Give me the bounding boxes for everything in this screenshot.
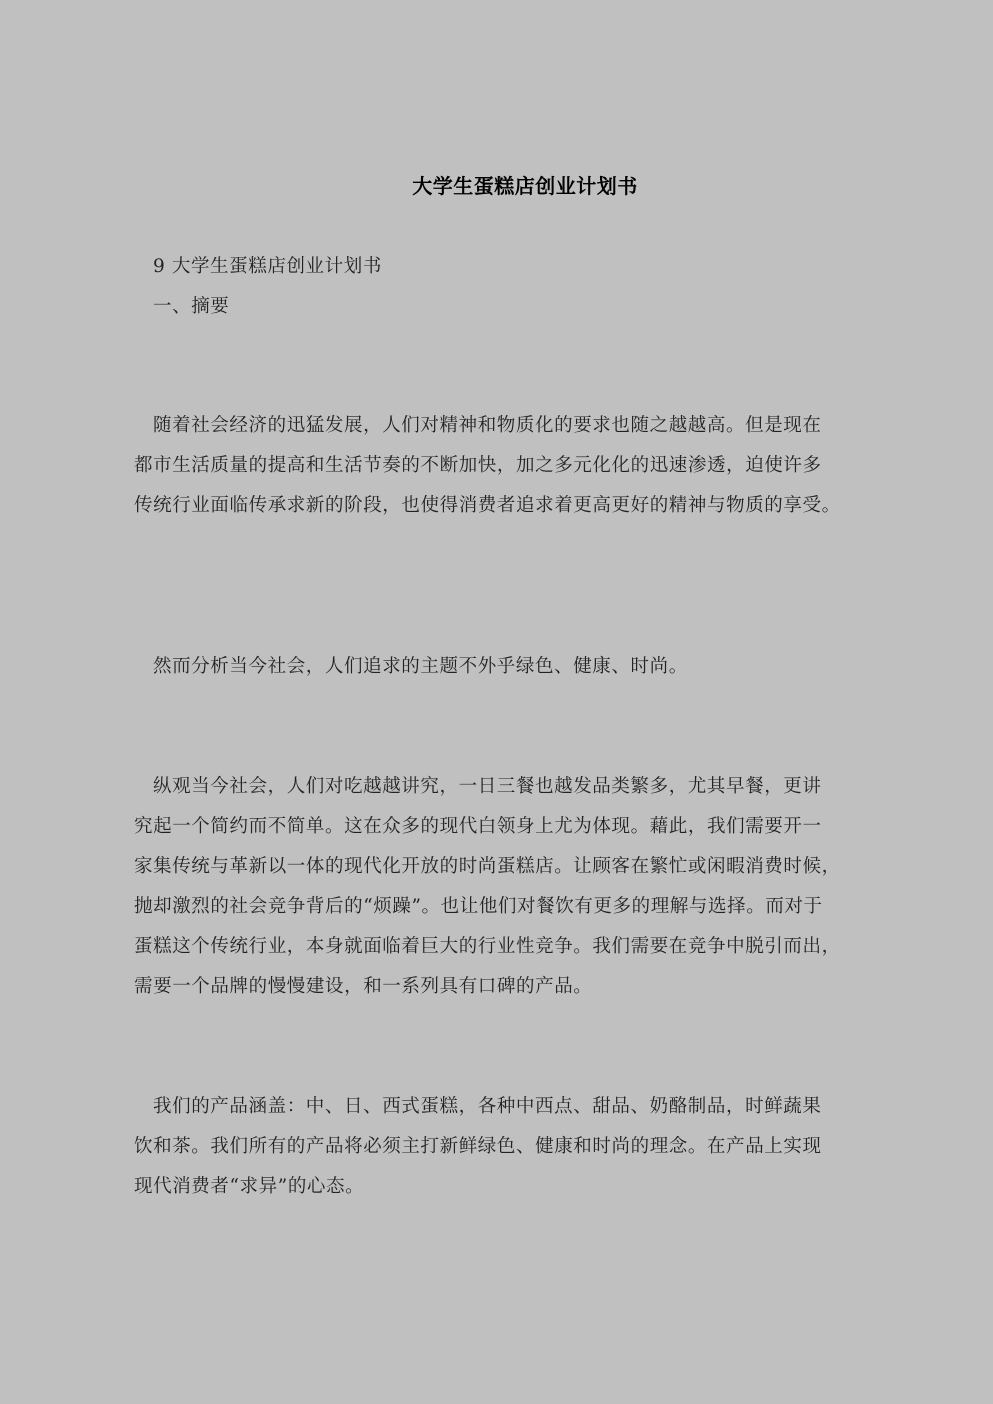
paragraph-3	[134, 767, 864, 1007]
document-subtitle: 9 大学生蛋糕店创业计划书	[153, 256, 382, 277]
paragraph-line: 然而分析当今社会，人们追求的主题不外乎绿色、健康、时尚。	[153, 656, 688, 677]
paragraph-4	[134, 1087, 864, 1207]
paragraph-line: 我们的产品涵盖：中、日、西式蛋糕，各种中西点、甜品、奶酪制品，时鲜蔬果	[153, 1096, 822, 1117]
paragraph-line: 现代消费者“求异”的心态。	[134, 1176, 365, 1197]
paragraph-line: 饮和茶。我们所有的产品将必须主打新鲜绿色、健康和时尚的理念。在产品上实现	[134, 1136, 822, 1157]
paragraph-line: 抛却激烈的社会竞争背后的“烦躁”。也让他们对餐饮有更多的理解与选择。而对于	[134, 896, 823, 917]
paragraph-line: 蛋糕这个传统行业，本身就面临着巨大的行业性竞争。我们需要在竞争中脱引而出，	[134, 936, 841, 957]
paragraph-2	[134, 647, 864, 687]
paragraph-line: 传统行业面临传承求新的阶段，也使得消费者追求着更高更好的精神与物质的享受。	[134, 495, 841, 516]
document-title: 大学生蛋糕店创业计划书	[412, 174, 638, 198]
paragraph-1	[134, 406, 864, 526]
paragraph-line: 纵观当今社会，人们对吃越越讲究，一日三餐也越发品类繁多，尤其早餐，更讲	[153, 776, 822, 797]
paragraph-line: 究起一个简约而不简单。这在众多的现代白领身上尤为体现。藉此，我们需要开一	[134, 816, 822, 837]
paragraph-line: 家集传统与革新以一体的现代化开放的时尚蛋糕店。让顾客在繁忙或闲暇消费时候，	[134, 856, 841, 877]
paragraph-line: 都市生活质量的提高和生活节奏的不断加快，加之多元化化的迅速渗透，迫使许多	[134, 455, 822, 476]
paragraph-line: 随着社会经济的迅猛发展，人们对精神和物质化的要求也随之越越高。但是现在	[153, 415, 822, 436]
paragraph-line: 需要一个品牌的慢慢建设，和一系列具有口碑的产品。	[134, 976, 593, 997]
section-heading-summary: 一、摘要	[153, 296, 230, 317]
